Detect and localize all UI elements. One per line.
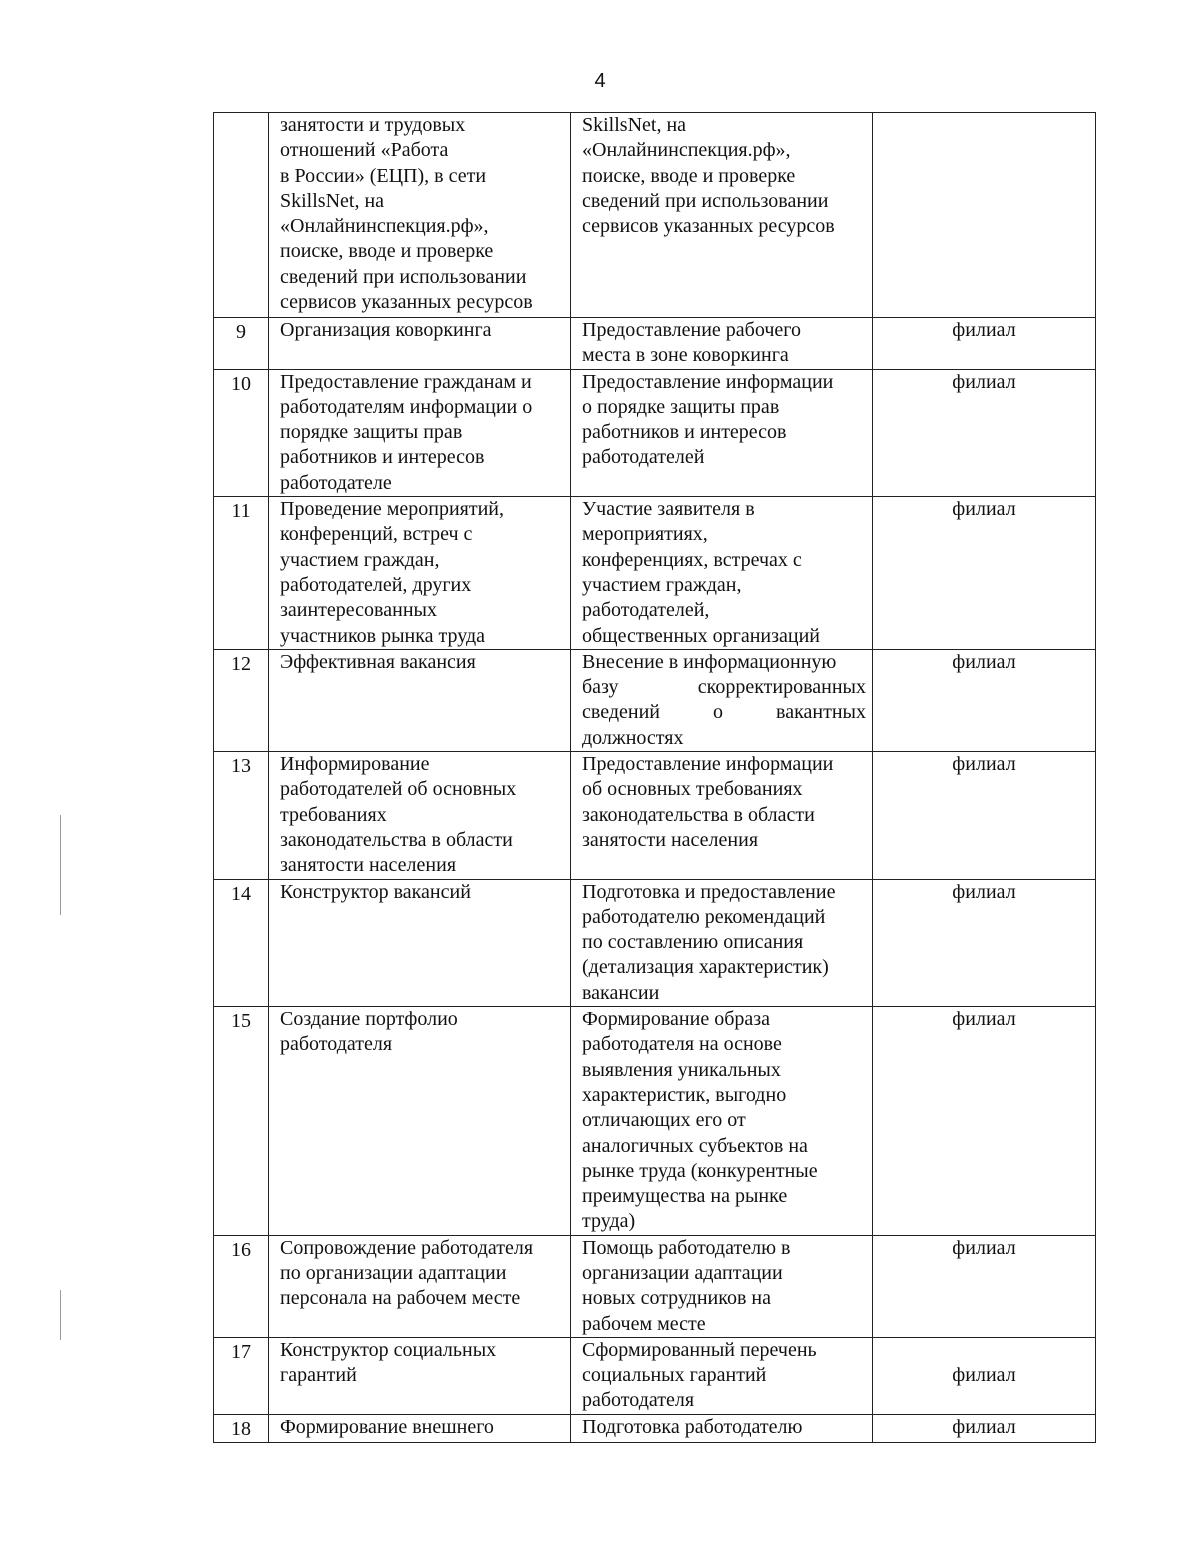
service-result-cell (571, 1235, 873, 1337)
service-name-line: Информирование (280, 753, 430, 776)
service-result-line: Предоставление информации (582, 370, 834, 393)
executor-cell (873, 1235, 1096, 1337)
service-name-line: Создание портфолио (280, 1008, 458, 1031)
page-number: 4 (594, 70, 606, 92)
service-result-line: (детализация характеристик) (582, 956, 829, 979)
service-result-line: социальных гарантий (582, 1364, 767, 1387)
service-name-line: участников рынка труда (280, 624, 486, 647)
service-result-cell (571, 1337, 873, 1414)
service-result-line: Подготовка и предоставление (582, 880, 836, 903)
service-result-line: работодателя на основе (582, 1033, 782, 1056)
table-row (214, 1235, 1096, 1337)
service-name-line: сведений при использовании (280, 265, 527, 288)
table-body (214, 113, 1096, 1443)
service-result-cell (571, 1414, 873, 1442)
service-name-line: законодательства в области (280, 828, 513, 851)
service-result-line (582, 700, 866, 725)
service-name-line: участием граждан, (280, 548, 440, 571)
service-name-line: поиске, вводе и проверке (280, 240, 494, 263)
row-number: 13 (214, 752, 269, 879)
service-result-line: законодательства в области (582, 803, 815, 826)
executor-cell (873, 369, 1096, 496)
service-result-line: «Онлайнинспекция.рф», (582, 139, 791, 162)
service-result-line: новых сотрудников на (582, 1287, 771, 1310)
services-table (213, 112, 1096, 1443)
service-name-cell (269, 1235, 571, 1337)
service-name-line: Организация коворкинга (280, 319, 492, 341)
executor-cell (873, 879, 1096, 1006)
service-name-line: Формирование внешнего (280, 1415, 494, 1438)
service-result-line: рынке труда (конкурентные (582, 1159, 818, 1182)
executor-cell (873, 113, 1096, 318)
service-result-line: Предоставление рабочего (582, 319, 801, 341)
table-row (214, 879, 1096, 1006)
executor-cell (873, 318, 1096, 370)
service-name-cell (269, 1337, 571, 1414)
executor-cell (873, 752, 1096, 879)
executor-label: филиал (952, 650, 1016, 673)
service-result-line: должностях (582, 726, 684, 749)
executor-label: филиал (952, 1008, 1016, 1031)
service-name-line: работодателе (280, 471, 392, 494)
service-name-line: SkillsNet, на (280, 189, 385, 212)
service-name-cell (269, 879, 571, 1006)
service-name-line: «Онлайнинспекция.рф», (280, 215, 489, 238)
service-result-line: конференциях, встречах с (582, 548, 802, 571)
row-number: 14 (214, 879, 269, 1006)
service-name-line: Конструктор социальных (280, 1338, 497, 1361)
executor-label: филиал (952, 753, 1016, 776)
service-result-line: выявления уникальных (582, 1058, 781, 1081)
row-number: 12 (214, 649, 269, 751)
service-name-line: Сопровождение работодателя (280, 1236, 534, 1259)
service-result-line: сведений при использовании (582, 189, 829, 212)
service-result-line: Помощь работодателю в (582, 1236, 791, 1259)
service-result-line: характеристик, выгодно (582, 1083, 787, 1106)
service-result-cell (571, 649, 873, 751)
service-result-line: работодателю рекомендаций (582, 905, 826, 928)
service-result-line: аналогичных субъектов на (582, 1134, 808, 1157)
service-result-line: труда) (582, 1210, 636, 1233)
service-name-cell (269, 752, 571, 879)
table-row (214, 649, 1096, 751)
service-name-line: отношений «Работа (280, 139, 449, 162)
service-result-line: поиске, вводе и проверке (582, 164, 796, 187)
service-result-line: занятости населения (582, 828, 759, 851)
service-result-cell (571, 1007, 873, 1236)
service-result-line: вакансии (582, 981, 660, 1004)
word: скорректированных (697, 676, 866, 699)
table-row (214, 752, 1096, 879)
word: базу (582, 676, 619, 699)
service-result-cell (571, 752, 873, 879)
word: вакантных (776, 701, 866, 724)
row-number: 17 (214, 1337, 269, 1414)
executor-cell (873, 1337, 1096, 1414)
service-result-line: SkillsNet, на (582, 114, 687, 136)
service-name-line: работодателей, других (280, 573, 472, 596)
service-result-line: о порядке защиты прав (582, 395, 780, 418)
service-result-line: участием граждан, (582, 573, 742, 596)
service-result-line: работодателей, (582, 599, 710, 622)
table-row (214, 318, 1096, 370)
table-row (214, 369, 1096, 496)
service-name-cell (269, 369, 571, 496)
service-name-cell (269, 113, 571, 318)
service-name-line: Предоставление гражданам и (280, 370, 532, 393)
service-result-line: работодателя (582, 1389, 695, 1412)
service-name-line: конференций, встреч с (280, 523, 473, 546)
service-name-cell (269, 649, 571, 751)
service-result-line: Формирование образа (582, 1008, 771, 1031)
service-result-line: отличающих его от (582, 1109, 746, 1132)
executor-label: филиал (952, 319, 1016, 341)
table-row (214, 1414, 1096, 1442)
row-number: 11 (214, 497, 269, 650)
service-result-line: по составлению описания (582, 931, 804, 954)
table-row (214, 1007, 1096, 1236)
service-result-line: сервисов указанных ресурсов (582, 215, 835, 238)
word: о (713, 701, 724, 724)
service-name-cell (269, 1007, 571, 1236)
executor-label: филиал (952, 1363, 1016, 1386)
service-result-cell (571, 113, 873, 318)
service-result-line: места в зоне коворкинга (582, 344, 789, 367)
service-name-line: гарантий (280, 1364, 357, 1387)
service-result-line (582, 675, 866, 700)
service-result-line: организации адаптации (582, 1261, 783, 1284)
service-result-line: Сформированный перечень (582, 1338, 817, 1361)
service-result-line: работодателей (582, 446, 705, 469)
executor-cell (873, 1007, 1096, 1236)
table-row (214, 497, 1096, 650)
row-number: 16 (214, 1235, 269, 1337)
row-number: 10 (214, 369, 269, 496)
service-name-line: сервисов указанных ресурсов (280, 291, 533, 314)
service-name-line: в России» (ЕЦП), в сети (280, 164, 487, 187)
executor-cell (873, 649, 1096, 751)
word: сведений (582, 701, 660, 724)
executor-label: филиал (952, 880, 1016, 903)
service-name-line: требованиях (280, 803, 387, 826)
service-name-line: по организации адаптации (280, 1261, 507, 1284)
executor-label: филиал (952, 498, 1016, 521)
executor-label: филиал (952, 370, 1016, 393)
service-name-line: заинтересованных (280, 599, 437, 622)
service-result-line: работников и интересов (582, 421, 787, 444)
scan-artifact (60, 815, 61, 915)
executor-cell (873, 1414, 1096, 1442)
service-result-line: Участие заявителя в (582, 498, 755, 521)
service-name-line: работодателей об основных (280, 778, 517, 801)
scan-artifact (60, 1290, 61, 1340)
service-name-line: Проведение мероприятий, (280, 498, 505, 521)
service-result-line: Предоставление информации (582, 753, 834, 776)
table-row (214, 1337, 1096, 1414)
table-row (214, 113, 1096, 318)
row-number: 9 (214, 318, 269, 370)
service-result-line: Подготовка работодателю (582, 1415, 803, 1438)
service-result-cell (571, 369, 873, 496)
service-name-cell (269, 497, 571, 650)
service-result-line: мероприятиях, (582, 523, 708, 546)
executor-label: филиал (952, 1415, 1016, 1438)
service-name-cell (269, 1414, 571, 1442)
service-name-line: порядке защиты прав (280, 421, 463, 444)
row-number: 18 (214, 1414, 269, 1442)
service-result-line: общественных организаций (582, 624, 820, 647)
service-result-line: об основных требованиях (582, 778, 803, 801)
executor-cell (873, 497, 1096, 650)
service-name-line: работодателям информации о (280, 395, 533, 418)
service-name-line: персонала на рабочем месте (280, 1287, 521, 1310)
service-result-line: Внесение в информационную (582, 650, 837, 673)
executor-label: филиал (952, 1236, 1016, 1259)
row-number (214, 113, 269, 318)
service-result-line: преимущества на рынке (582, 1185, 788, 1208)
service-result-cell (571, 497, 873, 650)
service-name-line: Эффективная вакансия (280, 650, 476, 673)
service-result-cell (571, 879, 873, 1006)
service-result-cell (571, 318, 873, 370)
service-result-line: рабочем месте (582, 1312, 706, 1335)
service-name-cell (269, 318, 571, 370)
row-number: 15 (214, 1007, 269, 1236)
service-name-line: занятости и трудовых (280, 114, 466, 136)
executor-spacer (873, 1338, 1095, 1363)
service-name-line: занятости населения (280, 854, 457, 877)
service-name-line: Конструктор вакансий (280, 880, 471, 903)
service-name-line: работников и интересов (280, 446, 485, 469)
service-name-line: работодателя (280, 1033, 393, 1056)
